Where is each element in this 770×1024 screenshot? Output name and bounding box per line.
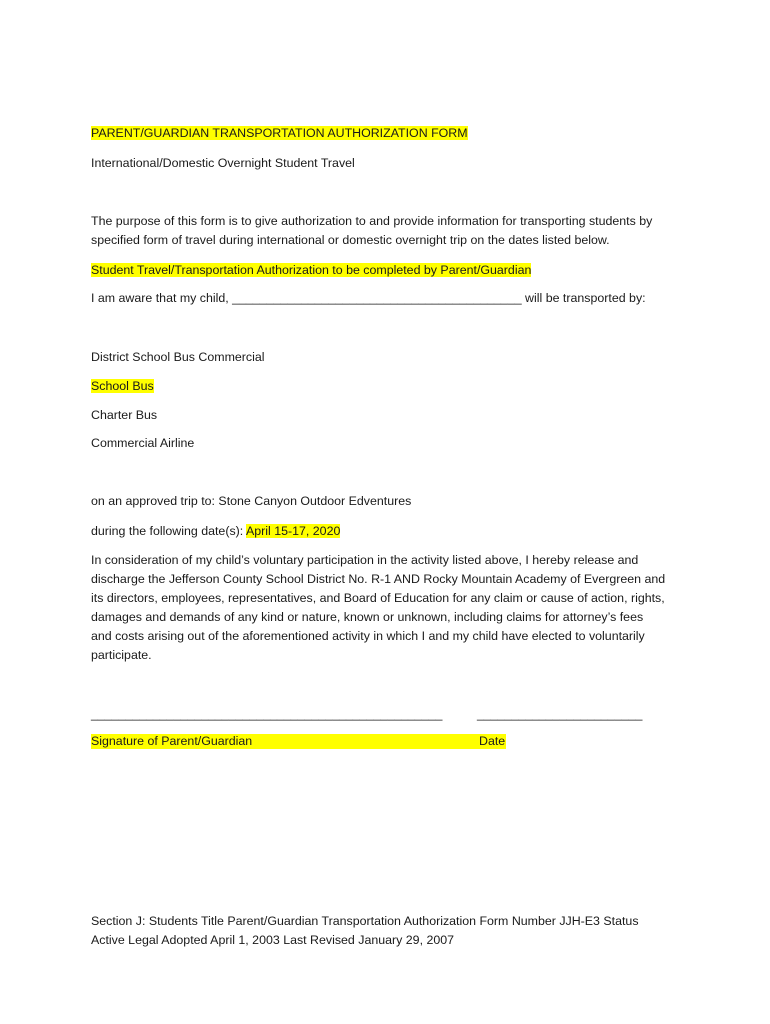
date-label: Date xyxy=(479,734,506,748)
date-blank: ________________________ xyxy=(477,707,643,721)
school-bus-text: School Bus xyxy=(91,379,154,393)
aware-statement xyxy=(91,291,646,306)
release-line-3: its directors, employees, representatives, and Board of Education for any claim or cause of action, rights, xyxy=(91,591,665,605)
aware-suffix: will be transported by: xyxy=(521,291,646,305)
form-subtitle: International/Domestic Overnight Student Travel xyxy=(91,156,355,170)
aware-prefix: I am aware that my child, xyxy=(91,291,233,305)
form-title-text: PARENT/GUARDIAN TRANSPORTATION AUTHORIZATION FORM xyxy=(91,126,468,140)
release-line-2: discharge the Jefferson County School District No. R-1 AND Rocky Mountain Academy of Evergreen and xyxy=(91,572,666,586)
signature-label: Signature of Parent/Guardian xyxy=(91,734,253,748)
signature-label-row xyxy=(91,734,506,749)
release-line-4: damages and demands of any kind or nature, known or unknown, including claims for attorney’s fees xyxy=(91,610,644,624)
dates-value: April 15-17, 2020 xyxy=(245,524,341,538)
release-line-5: and costs arising out of the aforementioned activity in which I and my child have elected to voluntarily xyxy=(91,629,645,643)
section-heading xyxy=(91,263,531,278)
transport-option-airline: Commercial Airline xyxy=(91,436,195,450)
transport-option-district-bus: District School Bus Commercial xyxy=(91,350,265,364)
section-heading-text: Student Travel/Transportation Authorization to be completed by Parent/Guardian xyxy=(91,263,532,277)
footer-line-2: Active Legal Adopted April 1, 2003 Last Revised January 29, 2007 xyxy=(91,933,455,947)
release-line-6: participate. xyxy=(91,648,152,662)
form-title xyxy=(91,126,468,141)
purpose-line-1: The purpose of this form is to give authorization to and provide information for transporting students by xyxy=(91,214,653,228)
dates-prefix: during the following date(s): xyxy=(91,524,246,538)
trip-destination: on an approved trip to: Stone Canyon Outdoor Edventures xyxy=(91,494,412,508)
child-name-blank: __________________________________________ xyxy=(232,291,522,305)
transport-option-charter-bus: Charter Bus xyxy=(91,408,158,422)
purpose-line-2: specified form of travel during international or domestic overnight trip on the dates listed below. xyxy=(91,233,610,247)
release-line-1: In consideration of my child’s voluntary participation in the activity listed above, I hereby release and xyxy=(91,553,639,567)
trip-dates xyxy=(91,524,340,539)
signature-blank: ___________________________________________________ xyxy=(91,707,443,721)
transport-option-school-bus xyxy=(91,379,154,394)
footer-line-1: Section J: Students Title Parent/Guardian Transportation Authorization Form Number JJH-E3 Status xyxy=(91,914,639,928)
